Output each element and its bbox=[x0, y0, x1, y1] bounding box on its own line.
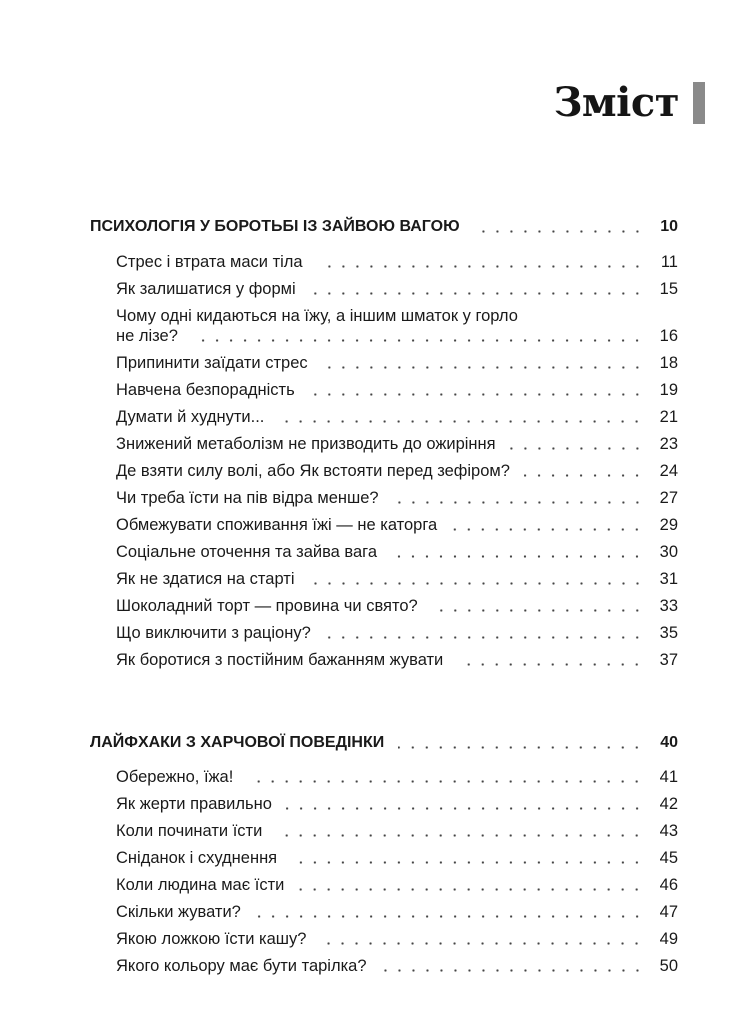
entry-title: Що виключити з раціону? bbox=[116, 624, 311, 642]
dot-leader bbox=[510, 447, 644, 450]
page-number: 29 bbox=[659, 516, 678, 534]
page-number: 33 bbox=[659, 597, 678, 615]
toc-entry[interactable] bbox=[90, 794, 678, 814]
page-number: 35 bbox=[659, 624, 678, 642]
entry-title: Якого кольору має бути тарілка? bbox=[116, 957, 367, 975]
dot-leader bbox=[524, 474, 644, 477]
entry-title: Думати й худнути... bbox=[116, 408, 265, 426]
page-number: 15 bbox=[659, 280, 678, 298]
page-number: 16 bbox=[659, 327, 678, 345]
page-number: 49 bbox=[659, 930, 678, 948]
page-number: 27 bbox=[659, 489, 678, 507]
entry-title: Соціальне оточення та зайва вага bbox=[116, 543, 378, 561]
page-number: 37 bbox=[659, 651, 678, 669]
entry-title: Як залишатися у формі bbox=[116, 280, 296, 298]
page-number: 41 bbox=[659, 768, 678, 786]
dot-leader bbox=[276, 834, 644, 837]
page-number: 19 bbox=[659, 381, 678, 399]
toc-section-heading[interactable] bbox=[90, 733, 678, 753]
entry-title: Якою ложкою їсти кашу? bbox=[116, 930, 307, 948]
dot-leader bbox=[286, 807, 644, 810]
toc-section-heading[interactable] bbox=[90, 217, 678, 237]
entry-title: Сніданок і схуднення bbox=[116, 849, 278, 867]
dot-leader bbox=[320, 942, 644, 945]
toc-entry[interactable] bbox=[90, 767, 678, 787]
toc-entry[interactable] bbox=[90, 596, 678, 616]
toc-entry[interactable] bbox=[90, 488, 678, 508]
entry-title: Як не здатися на старті bbox=[116, 570, 295, 588]
dot-leader bbox=[278, 420, 644, 423]
dot-leader bbox=[192, 339, 644, 342]
title-accent-bar bbox=[693, 82, 705, 124]
toc-entry[interactable] bbox=[90, 929, 678, 949]
page-number: 24 bbox=[659, 462, 678, 480]
section-title: ПСИХОЛОГІЯ У БОРОТЬБІ ІЗ ЗАЙВОЮ ВАГОЮ bbox=[90, 218, 460, 235]
entry-title: Коли людина має їсти bbox=[116, 876, 285, 894]
toc-entry[interactable] bbox=[90, 407, 678, 427]
dot-leader bbox=[255, 915, 644, 918]
page-number: 45 bbox=[659, 849, 678, 867]
page-number: 46 bbox=[659, 876, 678, 894]
dot-leader bbox=[322, 366, 644, 369]
toc-entry[interactable] bbox=[90, 306, 678, 346]
toc-entry[interactable] bbox=[90, 515, 678, 535]
page-number: 40 bbox=[660, 734, 678, 751]
dot-leader bbox=[432, 609, 644, 612]
dot-leader bbox=[291, 861, 644, 864]
dot-leader bbox=[457, 663, 644, 666]
toc-entry[interactable] bbox=[90, 380, 678, 400]
toc-entry[interactable] bbox=[90, 279, 678, 299]
toc-entry[interactable] bbox=[90, 821, 678, 841]
dot-leader bbox=[310, 292, 644, 295]
dot-leader bbox=[247, 780, 644, 783]
entry-title: Стрес і втрата маси тіла bbox=[116, 253, 303, 271]
entry-title: Як боротися з постійним бажанням жувати bbox=[116, 651, 444, 669]
entry-title: Обмежувати споживання їжі — не каторга bbox=[116, 516, 438, 534]
page-number: 11 bbox=[660, 253, 678, 271]
toc-entry[interactable] bbox=[90, 848, 678, 868]
toc-entry[interactable] bbox=[90, 434, 678, 454]
dot-leader bbox=[391, 555, 644, 558]
toc-entry[interactable] bbox=[90, 542, 678, 562]
entry-title: Навчена безпорадність bbox=[116, 381, 295, 399]
dot-leader bbox=[381, 969, 644, 972]
toc-entry[interactable] bbox=[90, 902, 678, 922]
entry-title: Де взяти силу волі, або Як встояти перед зефіром? bbox=[116, 462, 510, 480]
page-number: 21 bbox=[659, 408, 678, 426]
page-number: 31 bbox=[659, 570, 678, 588]
toc-entry[interactable] bbox=[90, 569, 678, 589]
dot-leader bbox=[398, 746, 644, 749]
toc-entry[interactable] bbox=[90, 650, 678, 670]
section-title: ЛАЙФХАКИ З ХАРЧОВОЇ ПОВЕДІНКИ bbox=[90, 734, 385, 751]
entry-title-line2: не лізе? bbox=[116, 327, 178, 345]
dot-leader bbox=[309, 582, 645, 585]
entry-title: Припинити заїдати стрес bbox=[116, 354, 308, 372]
toc-entry[interactable] bbox=[90, 252, 678, 272]
toc-entry[interactable] bbox=[90, 956, 678, 976]
entry-title: Як жерти правильно bbox=[116, 795, 272, 813]
dot-leader bbox=[474, 230, 644, 233]
entry-title: Чи треба їсти на пів відра менше? bbox=[116, 489, 379, 507]
toc-entry[interactable] bbox=[90, 623, 678, 643]
entry-title: Обережно, їжа! bbox=[116, 768, 234, 786]
page-number: 30 bbox=[659, 543, 678, 561]
dot-leader bbox=[309, 393, 644, 396]
dot-leader bbox=[317, 265, 644, 268]
toc-entry[interactable] bbox=[90, 461, 678, 481]
page-number: 23 bbox=[659, 435, 678, 453]
entry-title: Знижений метаболізм не призводить до ожиріння bbox=[116, 435, 496, 453]
page-number: 47 bbox=[659, 903, 678, 921]
toc-entry[interactable] bbox=[90, 353, 678, 373]
entry-title: Скільки жувати? bbox=[116, 903, 241, 921]
page-header bbox=[553, 79, 705, 126]
toc-entry[interactable] bbox=[90, 875, 678, 895]
page-number: 50 bbox=[659, 957, 678, 975]
dot-leader bbox=[325, 636, 644, 639]
page-title: Зміст bbox=[553, 79, 679, 126]
page-number: 42 bbox=[659, 795, 678, 813]
entry-title: Шоколадний торт — провина чи свято? bbox=[116, 597, 418, 615]
page-number: 10 bbox=[660, 218, 678, 235]
page-number: 43 bbox=[659, 822, 678, 840]
dot-leader bbox=[298, 888, 644, 891]
entry-title: Коли починати їсти bbox=[116, 822, 263, 840]
dot-leader bbox=[393, 501, 644, 504]
page-number: 18 bbox=[659, 354, 678, 372]
dot-leader bbox=[451, 528, 644, 531]
entry-title-line1: Чому одні кидаються на їжу, а іншим шматок у горло bbox=[116, 307, 518, 325]
